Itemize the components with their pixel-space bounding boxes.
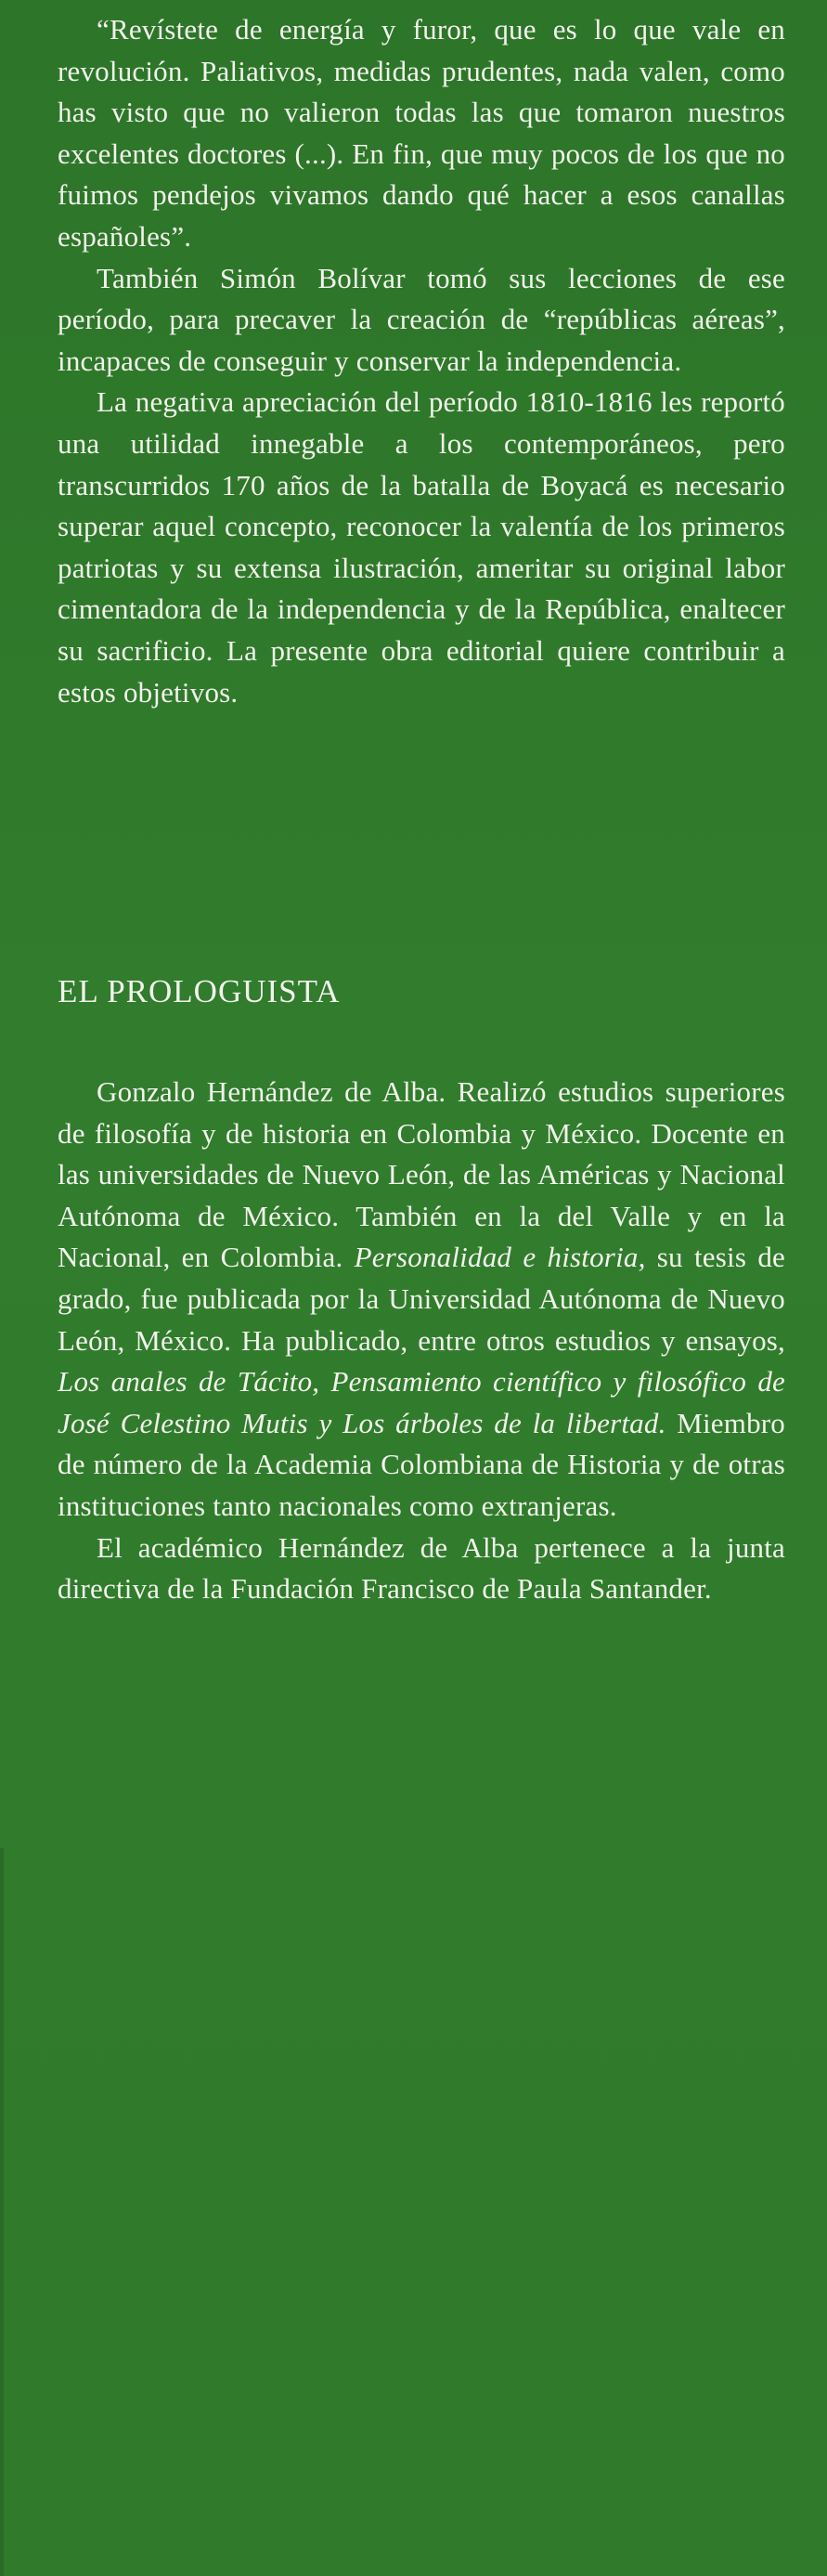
bio-text-a: Gonzalo Hernández de Alba. Realizó estudios superiores de filosofía y de historia en Colombia y México. Docente en las universidades de Nuevo León, de las Américas y Nacional Autónoma de México. También en la del Valle y en la Nacional, en Colombia.	[58, 1075, 785, 1274]
board-paragraph: El académico Hernández de Alba pertenece a la junta directiva de la Fundación Francisco de Paula Santander.	[58, 1530, 785, 1606]
intro-text	[58, 9, 785, 713]
bolivar-paragraph: También Simón Bolívar tomó sus lecciones de ese período, para precaver la creación de “repúblicas aéreas”, incapaces de conseguir y conservar la independencia.	[58, 261, 785, 377]
quote-paragraph: “Revístete de energía y furor, que es lo que vale en revolución. Paliativos, medidas prudentes, nada valen, como has visto que no valieron todas las que tomaron nuestros excelentes doctores (...). En fin, que muy pocos de los que no fuimos pendejos vivamos dando qué hacer a esos canallas españoles”.	[58, 13, 785, 253]
book-title-thesis: Personalidad e historia,	[354, 1241, 646, 1274]
bio-text-b: su tesis de grado, fue publicada por la Universidad Autónoma de Nuevo León, México. Ha publicado, entre otros estudios y ensayos,	[58, 1241, 785, 1357]
page-edge	[0, 1848, 4, 2576]
bio-paragraph	[58, 1072, 785, 1528]
book-titles-published: Los anales de Tácito, Pensamiento científico y filosófico de José Celestino Mutis y Los árboles de la libertad.	[58, 1365, 785, 1439]
bio-text	[58, 1072, 785, 1610]
section-heading: EL PROLOGUISTA	[58, 973, 341, 1009]
bio-text-c: Miembro de número de la Academia Colombiana de Historia y de otras instituciones tanto nacionales como extranjeras.	[58, 1406, 785, 1522]
period-paragraph: La negativa apreciación del período 1810-1816 les reportó una utilidad innegable a los contemporáneos, pero transcurridos 170 años de la batalla de Boyacá es necesario superar aquel concepto, reconocer la valentía de los primeros patriotas y su extensa ilustración, ameritar su original labor cimentadora de la independencia y de la República, enaltecer su sacrificio. La presente obra editorial quiere contribuir a estos objetivos.	[58, 385, 785, 709]
